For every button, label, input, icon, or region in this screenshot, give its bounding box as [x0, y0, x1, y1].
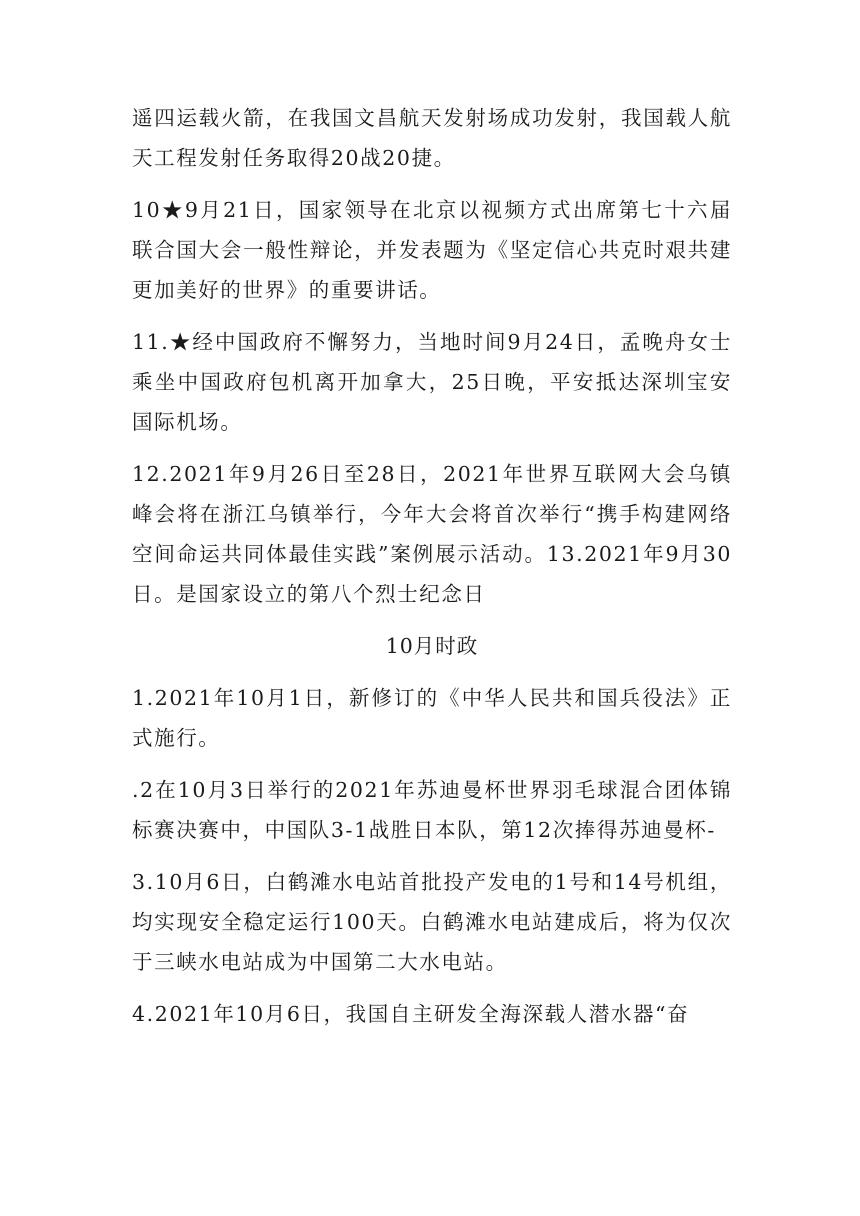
- paragraph-fendouzhe-submersible: 4.2021年10月6日，我国自主研发全海深载人潜水器“奋: [132, 1002, 690, 1026]
- paragraph-wuzhen-summit: 12.2021年9月26日至28日，2021年世界互联网大会乌镇峰会将在浙江乌镇举行，今年大会将首次举行“携手构建网络空间命运共同体最佳实践”案例展示活动。13.2021年9月30日。是国家设立的第八个烈士纪念日: [132, 462, 732, 606]
- section-heading-october: 10月时政: [385, 634, 479, 658]
- paragraph-meng-wanzhou: 11.★经中国政府不懈努力，当地时间9月24日，孟晚舟女士乘坐中国政府包机离开加拿大，25日晚，平安抵达深圳宝安国际机场。: [132, 330, 732, 434]
- paragraph-military-service-law: 1.2021年10月1日，新修订的《中华人民共和国兵役法》正式施行。: [132, 686, 732, 750]
- paragraph-sudirman-cup: .2在10月3日举行的2021年苏迪曼杯世界羽毛球混合团体锦标赛决赛中，中国队3-1战胜日本队，第12次捧得苏迪曼杯-: [132, 778, 732, 842]
- paragraph-shenzhou-launch: 遥四运载火箭，在我国文昌航天发射场成功发射，我国载人航天工程发射任务取得20战20捷。: [132, 106, 732, 170]
- paragraph-baihetan-station: 3.10月6日，白鹤滩水电站首批投产发电的1号和14号机组，均实现安全稳定运行100天。白鹤滩水电站建成后，将为仅次于三峡水电站成为中国第二大水电站。: [132, 870, 732, 974]
- document-page: [132, 98, 732, 1046]
- paragraph-un-general-assembly: 10★9月21日，国家领导在北京以视频方式出席第七十六届联合国大会一般性辩论，并发表题为《坚定信心共克时艰共建更加美好的世界》的重要讲话。: [132, 198, 732, 302]
